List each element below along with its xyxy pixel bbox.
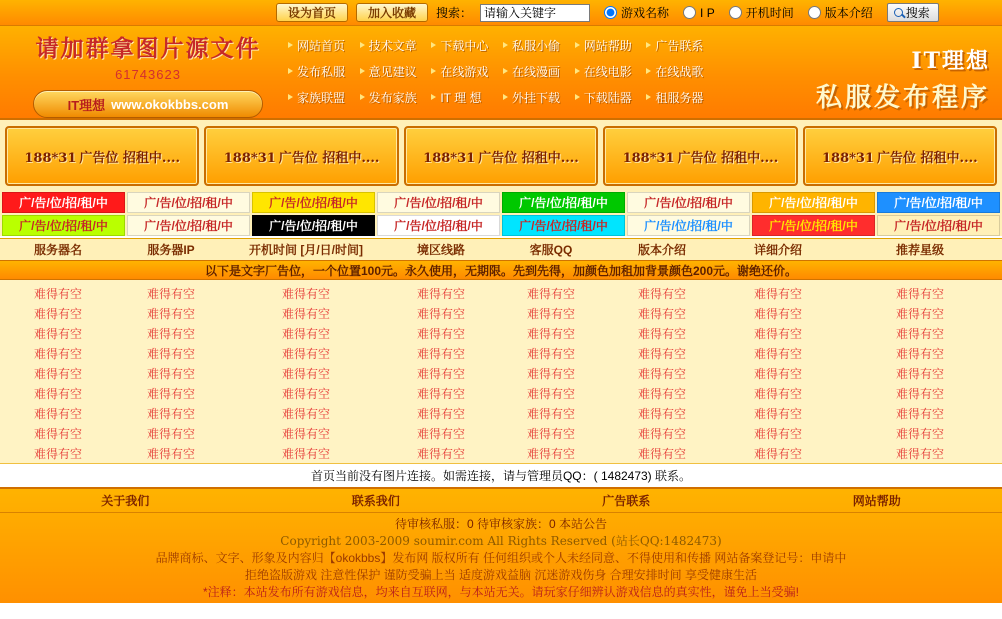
table-cell: 难得有空 [146,286,195,301]
table-cell: 难得有空 [753,306,802,321]
nav-item-feedback[interactable] [360,63,432,80]
nav-label: 在线漫画 [512,64,561,79]
table-cell: 难得有空 [281,326,330,341]
nav-item-ad-contact[interactable] [646,37,718,54]
radio-game-name[interactable] [598,4,669,21]
bullet-arrow-icon [360,68,365,74]
table-cell: 难得有空 [895,326,944,341]
text-ad-grid [0,190,1002,236]
main-nav [288,32,718,110]
banner-slot-1[interactable] [5,126,199,186]
column-header-service-qq: 客服QQ [529,243,573,257]
table-cell: 难得有空 [146,366,195,381]
text-ad-slot[interactable]: 广/告/位/招/租/中 [627,192,750,213]
table-cell: 难得有空 [895,406,944,421]
footer-link-ad-contact[interactable]: 广告联系 [602,494,651,508]
table-cell: 难得有空 [637,366,686,381]
text-ad-notice: 以下是文字厂告位，一个位置100元。永久使用，无期限。先到先得，加颜色加租加背景颜色200元。谢绝还价。 [0,260,1002,280]
table-row[interactable] [0,383,1002,403]
nav-label: 发布私服 [297,64,346,79]
table-cell: 难得有空 [526,386,575,401]
nav-label: 下载陆器 [583,90,632,105]
table-row[interactable] [0,303,1002,323]
table-cell: 难得有空 [526,326,575,341]
footer-link-site-help[interactable]: 网站帮助 [852,494,901,508]
bullet-arrow-icon [575,68,580,74]
table-cell: 难得有空 [281,286,330,301]
banner-slot-4[interactable] [603,126,797,186]
table-cell: 难得有空 [526,366,575,381]
radio-game-name-label: 游戏名称 [621,6,670,20]
nav-item-publish-family[interactable] [360,89,432,106]
banner-row [0,120,1002,190]
radio-version-intro-label: 版本介绍 [824,6,873,20]
table-cell: 难得有空 [33,446,82,461]
table-cell: 难得有空 [281,386,330,401]
text-ad-row [2,192,1000,213]
table-cell: 难得有空 [281,346,330,361]
table-cell: 难得有空 [526,306,575,321]
search-label: 搜索： [436,6,473,20]
nav-item-online-battle-songs[interactable] [646,63,718,80]
site-logo-name: IT理想 [67,97,106,113]
table-cell: 难得有空 [416,306,465,321]
site-logo-url: www.okokbbs.com [111,96,229,112]
text-ad-slot[interactable]: 广/告/位/招/租/中 [752,215,875,236]
banner-size: 188*31 [24,150,77,166]
column-header-server-ip: 服务器IP [147,243,195,257]
table-cell: 难得有空 [753,346,802,361]
radio-version-intro-input[interactable] [808,6,821,19]
table-cell: 难得有空 [637,406,686,421]
bullet-arrow-icon [575,42,580,48]
search-icon [894,8,903,17]
add-favorite-button[interactable]: 加入收藏 [356,3,428,22]
nav-item-tech-articles[interactable] [360,37,432,54]
nav-item-home[interactable] [288,37,360,54]
table-cell: 难得有空 [146,346,195,361]
text-ad-slot[interactable]: 广/告/位/招/租/中 [2,192,125,213]
site-footer [0,487,1002,603]
table-cell: 难得有空 [281,426,330,441]
table-cell: 难得有空 [281,366,330,381]
table-cell: 难得有空 [281,306,330,321]
table-cell: 难得有空 [33,406,82,421]
nav-row-1 [288,32,718,58]
table-cell: 难得有空 [526,286,575,301]
nav-label: 在线游戏 [440,64,489,79]
table-cell: 难得有空 [281,446,330,461]
radio-ip-label: I P [700,5,715,20]
table-row[interactable] [0,323,1002,343]
radio-open-time-input[interactable] [729,6,742,19]
column-header-detail-intro: 详细介绍 [753,243,802,257]
table-row[interactable] [0,343,1002,363]
table-row[interactable] [0,423,1002,443]
nav-item-online-games[interactable] [431,63,503,80]
text-ad-slot[interactable]: 广/告/位/招/租/中 [752,192,875,213]
header-qq-group: 61743623 [115,67,181,82]
footer-text-block [0,513,1002,601]
text-ad-slot[interactable]: 广/告/位/招/租/中 [127,192,250,213]
table-cell: 难得有空 [416,406,465,421]
text-ad-slot[interactable]: 广/告/位/招/租/中 [502,215,625,236]
banner-slot-5[interactable] [803,126,997,186]
nav-item-plugin-download[interactable] [503,89,575,106]
table-cell: 难得有空 [281,406,330,421]
top-toolbar [0,0,1002,26]
banner-text: 广告位 招租中.... [478,150,579,166]
table-cell: 难得有空 [895,366,944,381]
table-cell: 难得有空 [416,326,465,341]
text-ad-slot[interactable]: 广/告/位/招/租/中 [127,215,250,236]
table-cell: 难得有空 [753,386,802,401]
bullet-arrow-icon [431,68,436,74]
nav-label: 意见建议 [368,64,417,79]
banner-size: 188*31 [223,150,276,166]
footer-links [0,489,1002,513]
table-cell: 难得有空 [895,386,944,401]
bullet-arrow-icon [360,94,365,100]
table-cell: 难得有空 [753,426,802,441]
nav-item-publish-server[interactable] [288,63,360,80]
table-row[interactable] [0,443,1002,463]
header-slogan-line1: IT理想 [911,48,990,74]
header-slogan-line2: 私服发布程序 [815,83,990,113]
table-cell: 难得有空 [753,326,802,341]
banner-size: 188*31 [821,150,875,166]
radio-game-name-input[interactable] [604,6,617,19]
nav-label: 下载中心 [440,38,489,53]
footer-link-contact-us[interactable]: 联系我们 [351,494,400,508]
site-logo [33,90,263,118]
table-cell: 难得有空 [526,426,575,441]
footer-copyright: Copyright 2003-2009 soumir.com All Rights Reserved (站长QQ:1482473) [280,534,722,548]
nav-item-download-tool[interactable] [575,89,647,106]
table-row[interactable] [0,363,1002,383]
radio-version-intro[interactable] [802,4,873,21]
radio-ip[interactable] [677,6,715,20]
server-list-table [0,280,1002,463]
table-cell: 难得有空 [416,346,465,361]
nav-label: 网站首页 [297,38,346,53]
table-cell: 难得有空 [637,426,686,441]
bullet-arrow-icon [575,94,580,100]
table-cell: 难得有空 [753,446,802,461]
text-ad-slot[interactable]: 广/告/位/招/租/中 [627,215,750,236]
nav-item-private-server-thief[interactable] [503,37,575,54]
site-header [0,26,1002,120]
text-ad-slot[interactable]: 广/告/位/招/租/中 [877,192,1000,213]
search-input[interactable] [480,4,590,22]
nav-row-2 [288,58,718,84]
nav-item-download-center[interactable] [431,37,503,54]
table-cell: 难得有空 [526,446,575,461]
bullet-arrow-icon [288,68,293,74]
text-ad-row [2,215,1000,236]
table-cell: 难得有空 [146,306,195,321]
table-cell: 难得有空 [895,446,944,461]
bullet-arrow-icon [503,68,508,74]
table-cell: 难得有空 [637,386,686,401]
header-slogan [816,44,990,114]
table-cell: 难得有空 [895,346,944,361]
search-button-label: 搜索 [905,6,930,20]
text-ad-slot[interactable]: 广/告/位/招/租/中 [252,215,375,236]
table-cell: 难得有空 [33,426,82,441]
footer-trademark-notice: 品牌商标、文字、形象及内容归【okokbbs】发布网 版权所有 任何组织或个人未经同意、不得使用和传播 网站备案登记号：申请中 [155,551,847,565]
banner-slot-3[interactable] [404,126,598,186]
homepage-link-notice: 首页当前没有图片连接。如需连接，请与管理员QQ：( 1482473) 联系。 [0,463,1002,487]
radio-open-time[interactable] [723,4,794,21]
nav-label: 发布家族 [368,90,417,105]
table-cell: 难得有空 [416,286,465,301]
nav-label: 网站帮助 [583,38,632,53]
footer-link-about-us[interactable]: 关于我们 [101,494,150,508]
table-cell: 难得有空 [416,366,465,381]
bullet-arrow-icon [288,94,293,100]
bullet-arrow-icon [431,94,436,100]
table-cell: 难得有空 [753,286,802,301]
bullet-arrow-icon [646,94,651,100]
table-row[interactable] [0,283,1002,303]
nav-label: IT 理 想 [440,90,482,105]
nav-item-family-alliance[interactable] [288,89,360,106]
banner-size: 188*31 [423,150,476,166]
nav-label: 广告联系 [655,38,704,53]
set-homepage-button[interactable]: 设为首页 [276,3,348,22]
table-cell: 难得有空 [416,386,465,401]
table-column-headers [0,238,1002,260]
table-cell: 难得有空 [526,346,575,361]
bullet-arrow-icon [288,42,293,48]
table-cell: 难得有空 [33,366,82,381]
table-cell: 难得有空 [753,366,802,381]
table-cell: 难得有空 [637,346,686,361]
text-ad-slot[interactable]: 广/告/位/招/租/中 [377,192,500,213]
table-cell: 难得有空 [146,386,195,401]
table-cell: 难得有空 [33,306,82,321]
text-ad-slot[interactable]: 广/告/位/招/租/中 [2,215,125,236]
table-cell: 难得有空 [33,346,82,361]
bullet-arrow-icon [431,42,436,48]
table-cell: 难得有空 [416,426,465,441]
banner-text: 广告位 招租中.... [278,150,380,166]
table-cell: 难得有空 [637,306,686,321]
table-cell: 难得有空 [146,446,195,461]
banner-slot-2[interactable] [204,126,398,186]
text-ad-slot[interactable]: 广/告/位/招/租/中 [377,215,500,236]
bullet-arrow-icon [360,42,365,48]
table-cell: 难得有空 [416,446,465,461]
banner-text: 广告位 招租中.... [79,150,181,166]
bullet-arrow-icon [646,68,651,74]
footer-healthy-gaming-notice: 拒绝盗版游戏 注意性保护 谨防受骗上当 适度游戏益脑 沉迷游戏伤身 合理安排时间 享受健康生活 [244,568,757,582]
bullet-arrow-icon [503,42,508,48]
nav-row-3 [288,84,718,110]
nav-item-rent-server[interactable] [646,89,718,106]
text-ad-slot[interactable]: 广/告/位/招/租/中 [252,192,375,213]
nav-item-online-comics[interactable] [503,63,575,80]
text-ad-slot[interactable]: 广/告/位/招/租/中 [877,215,1000,236]
radio-ip-input[interactable] [683,6,696,19]
table-row[interactable] [0,403,1002,423]
column-header-region-line: 境区线路 [416,243,465,257]
radio-open-time-label: 开机时间 [745,6,794,20]
table-cell: 难得有空 [637,286,686,301]
table-cell: 难得有空 [895,306,944,321]
site-title: 请加群拿图片源文件 [35,35,261,62]
nav-label: 在线电影 [583,64,632,79]
banner-size: 188*31 [622,150,675,166]
column-header-version-intro: 版本介绍 [637,243,686,257]
table-cell: 难得有空 [526,406,575,421]
table-cell: 难得有空 [146,406,195,421]
banner-text: 广告位 招租中.... [677,150,779,166]
nav-label: 租服务器 [655,90,704,105]
nav-label: 外挂下载 [512,90,561,105]
table-cell: 难得有空 [637,446,686,461]
table-cell: 难得有空 [33,386,82,401]
column-header-star-rating: 推荐星级 [895,243,944,257]
column-header-open-time: 开机时间 [月/日/时间] [249,243,363,257]
search-button[interactable] [887,3,939,22]
text-ad-slot[interactable]: 广/告/位/招/租/中 [502,192,625,213]
table-cell: 难得有空 [146,326,195,341]
header-brand-block [8,30,288,118]
table-cell: 难得有空 [753,406,802,421]
nav-label: 技术文章 [368,38,417,53]
table-cell: 难得有空 [146,426,195,441]
table-cell: 难得有空 [637,326,686,341]
table-cell: 难得有空 [33,286,82,301]
bullet-arrow-icon [503,94,508,100]
footer-disclaimer: *注释：本站发布所有游戏信息，均来自互联网，与本站无关。请玩家仔细辨认游戏信息的真实性，谨免上当受骗! [202,585,799,599]
table-cell: 难得有空 [895,286,944,301]
banner-text: 广告位 招租中.... [877,150,978,166]
footer-pending-counts: 待审核私服：0 待审核家族：0 本站公告 [394,517,608,531]
table-cell: 难得有空 [33,326,82,341]
column-header-server-name: 服务器名 [33,243,82,257]
nav-label: 在线战歌 [655,64,704,79]
table-cell: 难得有空 [895,426,944,441]
nav-item-site-help[interactable] [575,37,647,54]
bullet-arrow-icon [646,42,651,48]
nav-label: 私服小偷 [512,38,561,53]
nav-item-it-ideal[interactable] [431,89,503,106]
nav-label: 家族联盟 [297,90,346,105]
nav-item-online-movies[interactable] [575,63,647,80]
